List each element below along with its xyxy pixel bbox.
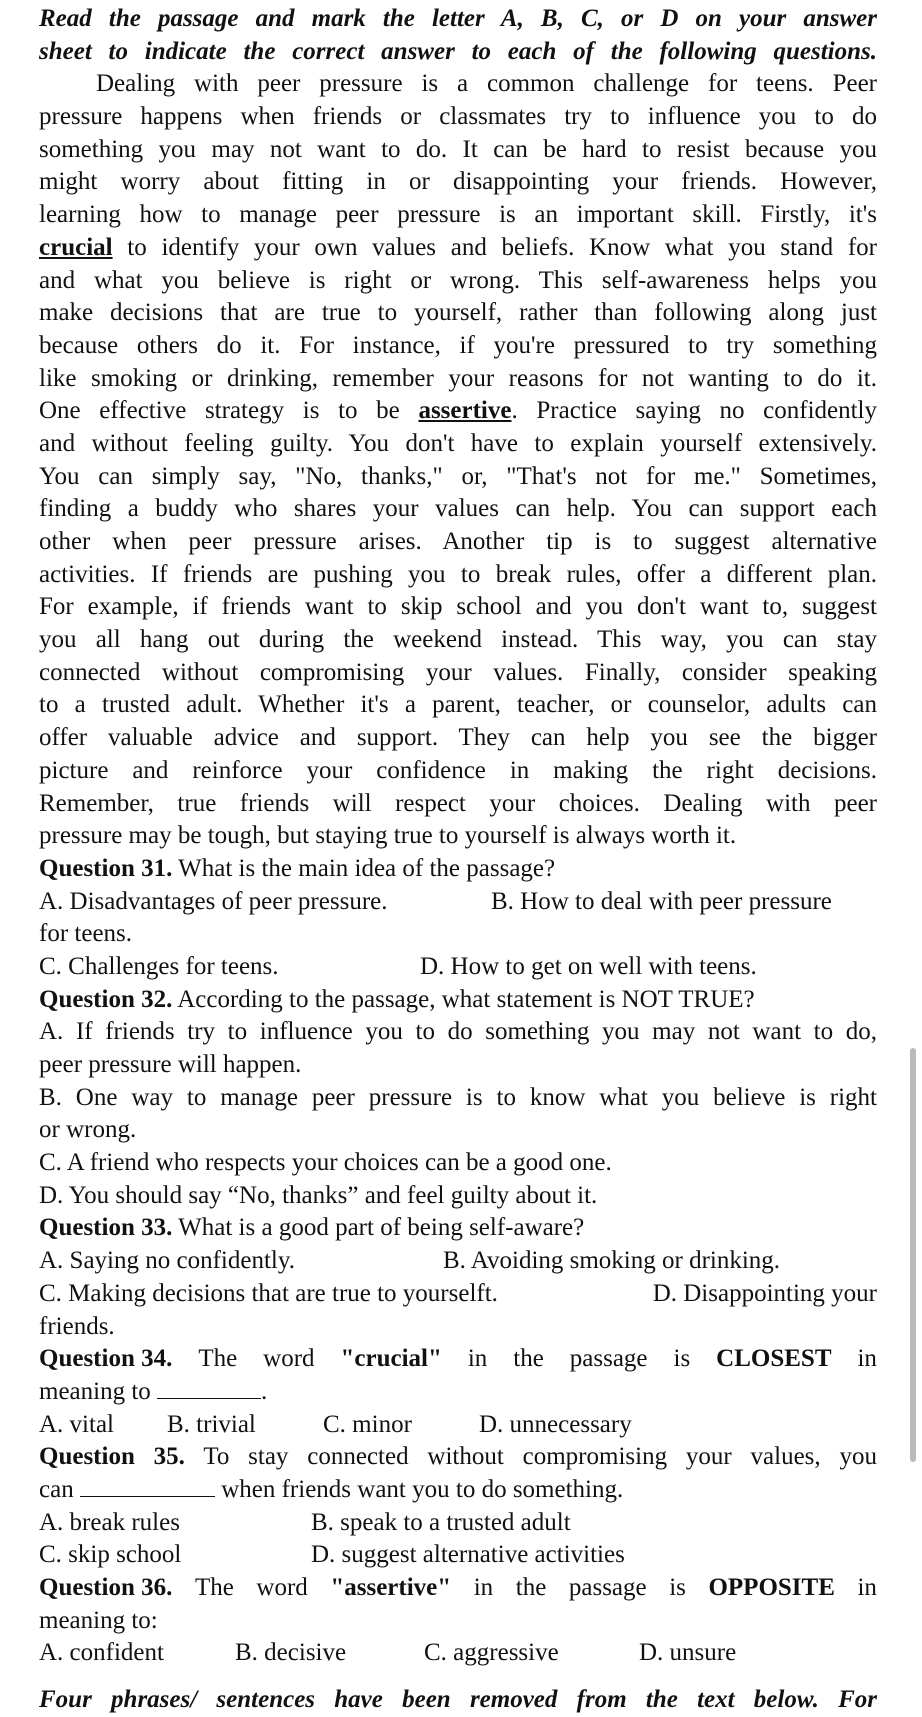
option-c[interactable]: C. Making decisions that are true to yourselft.	[39, 1279, 498, 1307]
question-label: Question 31.	[39, 854, 173, 882]
option-d[interactable]: D. unnecessary	[479, 1410, 632, 1438]
option-b[interactable]: B. speak to a trusted adult	[311, 1508, 571, 1536]
option-b[interactable]: B. decisive	[235, 1639, 347, 1667]
passage-line: activities. If friends are pushing you to break rules, offer a different plan.	[39, 560, 877, 588]
passage-line: For example, if friends want to skip school and you don't want to, suggest	[39, 593, 877, 621]
option-b[interactable]: B. One way to manage peer pressure is to know what you believe is right	[39, 1083, 877, 1111]
question-label: Question 36.	[39, 1574, 173, 1601]
question-word: the	[515, 1574, 547, 1601]
passage-line: like smoking or drinking, remember your reasons for not wanting to do it.	[39, 364, 877, 392]
question-35	[39, 1441, 877, 1572]
question-text: To stay connected without compromising your values, you	[203, 1443, 877, 1471]
question-word: word	[263, 1345, 315, 1373]
option-d-continued: friends.	[39, 1312, 115, 1340]
target-word: "assertive"	[330, 1574, 452, 1601]
passage-line: connected without compromising your values. Finally, consider speaking	[39, 658, 877, 686]
question-text: meaning to	[39, 1377, 151, 1405]
question-31	[39, 853, 877, 984]
option-c[interactable]: C. Challenges for teens.	[39, 952, 279, 980]
question-label: Question 33.	[39, 1214, 173, 1242]
highlighted-word-assertive: assertive	[418, 397, 512, 425]
option-b-continued: or wrong.	[39, 1116, 137, 1144]
highlighted-word-crucial: crucial	[39, 233, 113, 261]
passage-line-start: One effective strategy is to be	[39, 397, 400, 425]
passage-line: pressure happens when friends or classmates try to influence you to do	[39, 103, 877, 131]
passage-line: offer valuable advice and support. They can help you see the bigger	[39, 724, 877, 752]
instruction-line-1: Read the passage and mark the letter A, B, C, or D on your answer	[39, 5, 877, 32]
option-a[interactable]: A. vital	[39, 1410, 114, 1438]
option-d[interactable]: D. How to get on well with teens.	[420, 952, 757, 980]
passage-line: to a trusted adult. Whether it's a parent, teacher, or counselor, adults can	[39, 691, 877, 719]
question-text: meaning to:	[39, 1606, 158, 1634]
question-label: Question 34.	[39, 1345, 173, 1373]
question-32	[39, 984, 877, 1213]
question-label: Question 35.	[39, 1443, 185, 1471]
passage-line: finding a buddy who shares your values can help. You can support each	[39, 495, 877, 523]
next-section-instruction: Four phrases/ sentences have been removed from the text below. For	[39, 1686, 877, 1713]
option-a-continued: peer pressure will happen.	[39, 1051, 302, 1078]
instruction-line-2: sheet to indicate the correct answer to each of the following questions.	[39, 37, 877, 65]
option-c[interactable]: C. minor	[323, 1410, 412, 1438]
option-b[interactable]: B. Avoiding smoking or drinking.	[443, 1247, 781, 1275]
option-d[interactable]: D. Disappointing your	[652, 1279, 877, 1307]
question-word: passage	[569, 1345, 648, 1373]
question-text: What is the main idea of the passage?	[178, 854, 556, 882]
target-word: "crucial"	[340, 1345, 442, 1373]
passage-line: learning how to manage peer pressure is an important skill. Firstly, it's	[39, 201, 877, 229]
question-word: in	[857, 1345, 877, 1373]
option-d[interactable]: D. You should say “No, thanks” and feel guilty about it.	[39, 1181, 598, 1209]
question-word: in	[473, 1574, 494, 1601]
question-34	[39, 1343, 877, 1441]
question-word: is	[673, 1345, 691, 1373]
reading-passage	[39, 68, 877, 853]
question-label: Question 32.	[39, 985, 173, 1013]
question-text: According to the passage, what statement is NOT TRUE?	[177, 985, 755, 1013]
question-text: What is a good part of being self-aware?	[178, 1214, 585, 1242]
question-word: in	[467, 1345, 488, 1373]
passage-line-end: . Practice saying no confidently	[511, 397, 878, 425]
keyword-closest: CLOSEST	[716, 1345, 832, 1373]
answer-blank	[157, 1376, 261, 1399]
passage-line: you all hang out during the weekend instead. This way, you can stay	[39, 626, 877, 654]
passage-line: picture and reinforce your confidence in making the right decisions.	[39, 756, 877, 784]
option-a[interactable]: A. If friends try to influence you to do something you may not want to do,	[39, 1018, 877, 1046]
option-c[interactable]: C. skip school	[39, 1541, 182, 1569]
worksheet-page	[39, 3, 878, 1713]
question-text-rest: when friends want you to do something.	[221, 1475, 624, 1503]
question-word: The	[194, 1574, 234, 1601]
passage-line: and what you believe is right or wrong. This self-awareness helps you	[39, 266, 877, 294]
option-a[interactable]: A. Disadvantages of peer pressure.	[39, 887, 388, 915]
question-period: .	[261, 1377, 268, 1405]
passage-line: make decisions that are true to yourself, rather than following along just	[39, 299, 877, 327]
passage-line: and without feeling guilty. You don't have to explain yourself extensively.	[39, 429, 877, 457]
question-word: the	[513, 1345, 544, 1373]
question-36	[39, 1572, 877, 1670]
keyword-opposite: OPPOSITE	[708, 1574, 835, 1601]
option-a[interactable]: A. break rules	[39, 1508, 180, 1536]
passage-line: You can simply say, "No, thanks," or, "That's not for me." Sometimes,	[39, 462, 877, 490]
question-word: is	[669, 1574, 686, 1601]
passage-line: because others do it. For instance, if you're pressured to try something	[39, 331, 877, 359]
passage-line: something you may not want to do. It can be hard to resist because you	[39, 135, 877, 163]
passage-line: other when peer pressure arises. Another tip is to suggest alternative	[39, 528, 877, 555]
question-text-can: can	[39, 1475, 74, 1503]
passage-line	[39, 232, 877, 265]
question-word: The	[198, 1345, 238, 1373]
option-c[interactable]: C. aggressive	[424, 1639, 559, 1667]
option-a[interactable]: A. confident	[39, 1639, 164, 1667]
option-b[interactable]: B. trivial	[167, 1410, 256, 1438]
question-word: in	[857, 1574, 877, 1601]
question-word: word	[256, 1574, 308, 1601]
option-d[interactable]: D. suggest alternative activities	[311, 1541, 625, 1569]
passage-line: pressure may be tough, but staying true to yourself is always worth it.	[39, 822, 737, 850]
option-b-continued: for teens.	[39, 920, 133, 948]
option-d[interactable]: D. unsure	[639, 1639, 737, 1667]
question-33	[39, 1212, 877, 1343]
passage-line: Dealing with peer pressure is a common challenge for teens. Peer	[96, 70, 877, 98]
option-c[interactable]: C. A friend who respects your choices can be a good one.	[39, 1149, 612, 1177]
question-word: passage	[568, 1574, 647, 1601]
answer-blank	[80, 1474, 215, 1497]
passage-line-rest: to identify your own values and beliefs. Know what you stand for	[127, 233, 878, 261]
option-b[interactable]: B. How to deal with peer pressure	[491, 887, 832, 915]
passage-line	[39, 395, 877, 428]
passage-line: Remember, true friends will respect your choices. Dealing with peer	[39, 789, 877, 817]
passage-line: might worry about fitting in or disappointing your friends. However,	[39, 168, 877, 196]
scrollbar-thumb[interactable]	[910, 1048, 916, 1462]
option-a[interactable]: A. Saying no confidently.	[39, 1247, 295, 1275]
